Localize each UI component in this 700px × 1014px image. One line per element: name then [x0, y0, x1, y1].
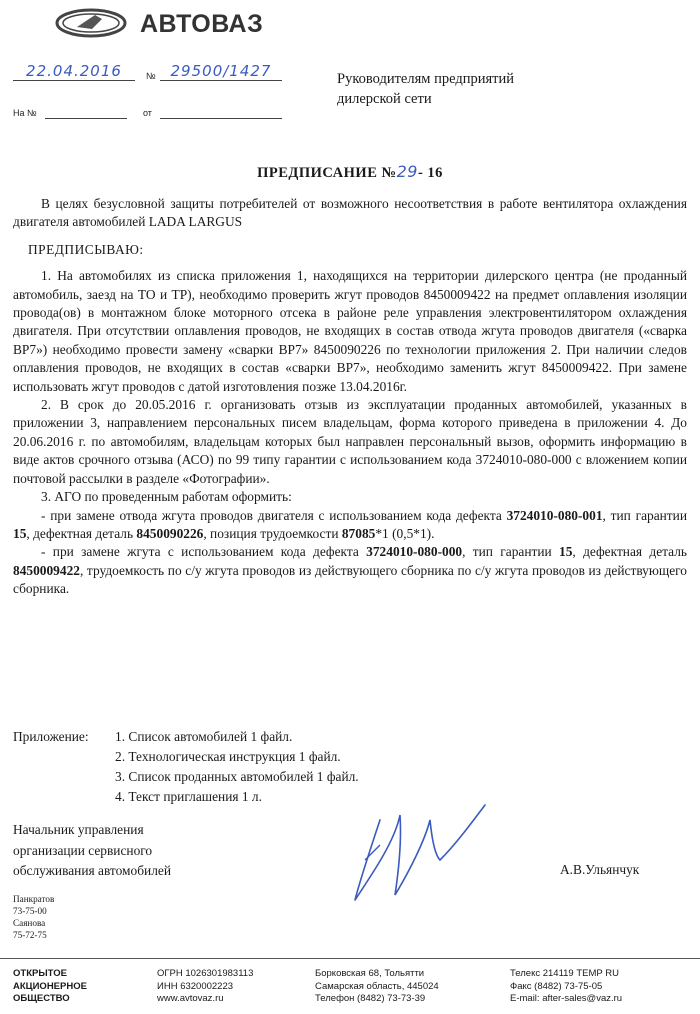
title-suffix: - 16	[417, 165, 443, 181]
attachment-item: 1. Список автомобилей 1 файл.	[115, 729, 293, 744]
order-heading: ПРЕДПИСЫВАЮ:	[28, 241, 144, 257]
attachments-label: Приложение:	[13, 729, 89, 744]
item-3: 3. АГО по проведенным работам оформить:	[41, 489, 292, 505]
title-number: 29	[396, 162, 418, 181]
reply-to-label: На №	[13, 108, 37, 118]
contact-persons: Панкратов 73-75-00 Саянова 75-72-75	[13, 894, 55, 940]
document-body	[13, 195, 687, 599]
attachments	[13, 727, 359, 807]
handwritten-number: 29500/1427	[160, 62, 282, 81]
signatory-position: Начальник управления организации сервисного обслуживания автомобилей	[13, 822, 171, 878]
intro-paragraph: В целях безусловной защиты потребителей от возможного несоответствия в работе вентилятора охлаждения двигателя автомобилей LADA LARGUS	[13, 196, 687, 230]
company-name: АВТОВАЗ	[140, 10, 264, 38]
bullet-1: - при замене отвода жгута проводов двигателя с использованием кода дефекта 3724010-080-001, тип гарантии 15, дефектная деталь 8450090226, позиция трудоемкости 87085*1 (0,5*1).	[13, 507, 687, 541]
handwritten-date: 22.04.2016	[13, 62, 135, 81]
handwritten-signature	[340, 800, 510, 915]
item-2: 2. В срок до 20.05.2016 г. организовать отзыв из эксплуатации проданных автомобилей, указанных в приложении 3, направлением персональных писем владельцам, форма которого приведена в приложении 4. До 20.06.2016 г. по автомобилям, владельцам которых был направлен персональный вызов, оформить информацию в виде актов срочного отзыва (АСО) по 99 типу гарантии с использованием кода 3724010-080-000 с вложением копии почтовой рассылки в разделе «Фотографии».	[13, 397, 687, 486]
footer-address: Борковская 68, Тольятти Самарская область, 445024 Телефон (8482) 73-73-39	[315, 968, 439, 1004]
signatory-name: А.В.Ульянчук	[560, 862, 640, 877]
lada-logo	[55, 8, 127, 43]
footer-divider	[0, 958, 700, 959]
from-label: от	[143, 108, 152, 118]
item-1: 1. На автомобилях из списка приложения 1, находящихся на территории дилерского центра (не проданный автомобиль, заезд на ТО и ТР), необходимо проверить жгут проводов 8450009422 на предмет оплавления изоляции провода(ов) в монтажном блоке моторного отсека в районе реле управления электровентилятором охлаждения двигателя. При отсутствии оплавления проводов, не входящих в состав отвода жгута проводов двигателя («сварка ВР7») необходимо провести замену «сварки ВР7» 8450090226 по технологии приложения 2. При наличии следов оплавления проводов, не входящих в состав «сварки ВР7», необходимо заменить жгут 8450009422. При замене использовать жгут проводов с датой изготовления позже 13.04.2016г.	[13, 268, 687, 394]
bullet-2: - при замене жгута с использованием кода дефекта 3724010-080-000, тип гарантии 15, дефектная деталь 8450009422, трудоемкость по с/у жгута проводов из действующего сборника по с/у жгута проводов из действующего сборника.	[13, 544, 688, 597]
title-text: ПРЕДПИСАНИЕ №	[257, 165, 397, 181]
attachment-item: 3. Список проданных автомобилей 1 файл.	[115, 769, 359, 784]
attachment-item: 4. Текст приглашения 1 л.	[115, 789, 262, 804]
number-label: №	[146, 71, 156, 81]
addressee	[337, 69, 597, 109]
document-title	[0, 162, 700, 182]
reply-to-line	[45, 118, 127, 119]
attachment-item: 2. Технологическая инструкция 1 файл.	[115, 749, 341, 764]
addressee-line1: Руководителям предприятий	[337, 71, 514, 87]
addressee-line2: дилерской сети	[337, 91, 432, 107]
footer-registration: ОГРН 1026301983113 ИНН 6320002223 www.avtovaz.ru	[157, 968, 254, 1004]
footer-company-type: ОТКРЫТОЕ АКЦИОНЕРНОЕ ОБЩЕСТВО	[13, 968, 87, 1004]
from-line	[160, 118, 282, 119]
footer-contacts: Телекс 214119 TEMP RU Факс (8482) 73-75-05 E-mail: after-sales@vaz.ru	[510, 968, 623, 1004]
